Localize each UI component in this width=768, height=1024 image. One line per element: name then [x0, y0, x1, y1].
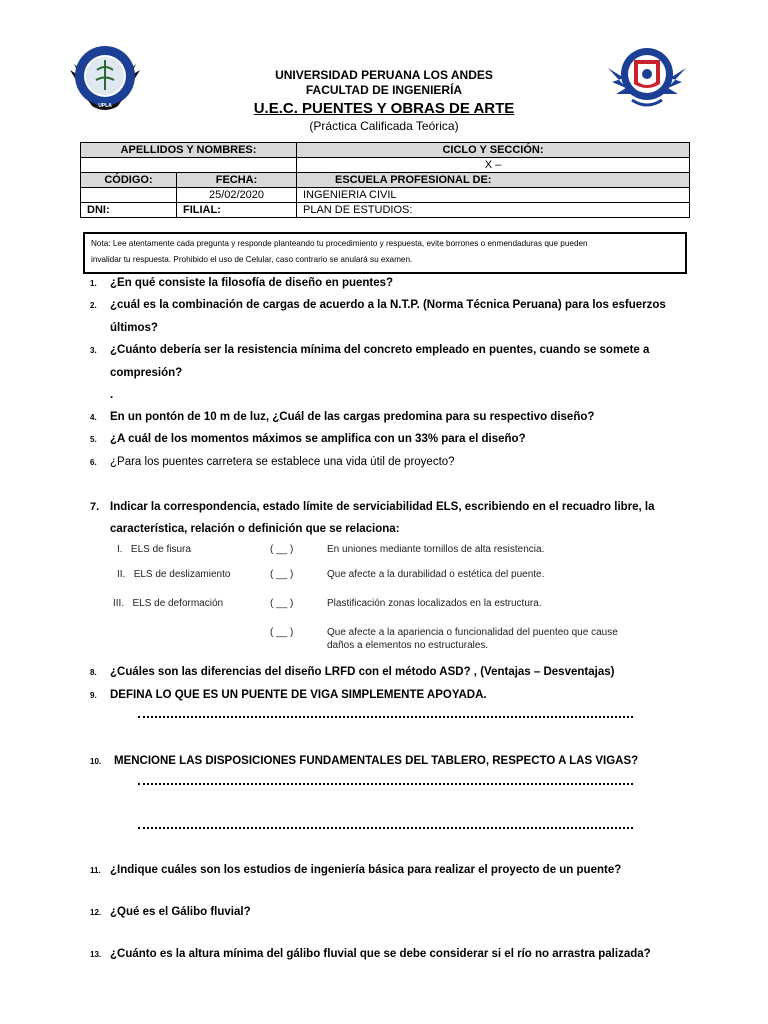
question-text: ¿Cuánto es la altura mínima del gálibo fluvial que se debe considerar si el río no arrastra palizada? [110, 948, 651, 960]
question-number: 11. [90, 866, 101, 875]
matching-blank-1[interactable]: ( __ ) [270, 544, 294, 555]
question-3 [90, 339, 680, 406]
question-text-cont: compresión? [110, 367, 183, 379]
question-2 [90, 294, 680, 339]
cycle-label: CICLO Y SECCIÓN: [297, 143, 690, 158]
question-text-cont: últimos? [110, 322, 158, 334]
dni-label: DNI: [81, 203, 177, 218]
matching-left-1: I. ELS de fisura [117, 544, 191, 555]
branch-label: FILIAL: [177, 203, 297, 218]
code-field[interactable] [81, 188, 177, 203]
matching-right-4: Que afecte a la apariencia o funcionalidad del puenteo que cause daños a elementos no estructurales. [327, 627, 618, 651]
matching-right-3: Plastificación zonas localizados en la estructura. [327, 598, 542, 609]
question-text: ¿Indique cuáles son los estudios de ingeniería básica para realizar el proyecto de un puente? [110, 864, 622, 876]
matching-left-2: II. ELS de deslizamiento [117, 569, 231, 580]
question-8 [90, 661, 680, 684]
question-text: ¿cuál es la combinación de cargas de acuerdo a la N.T.P. (Norma Técnica Peruana) para los esfuerzos [110, 299, 666, 311]
university-name: UNIVERSIDAD PERUANA LOS ANDES [275, 68, 493, 82]
question-9 [90, 684, 680, 707]
question-13 [90, 943, 680, 966]
question-7 [90, 496, 680, 540]
faculty-name: FACULTAD DE INGENIERÍA [305, 83, 463, 97]
date-value[interactable]: 25/02/2020 [177, 188, 297, 203]
question-11 [90, 859, 680, 882]
matching-blank-2[interactable]: ( __ ) [270, 569, 294, 580]
question-text: ¿Para los puentes carretera se establece una vida útil de proyecto? [110, 456, 455, 468]
matching-blank-3[interactable]: ( __ ) [270, 598, 294, 609]
question-number: 13. [90, 950, 102, 959]
plan-label: PLAN DE ESTUDIOS: [297, 203, 690, 218]
instructions-note [83, 232, 687, 274]
question-text-cont: característica, relación o definición que se relaciona: [110, 523, 400, 535]
date-label: FECHA: [177, 173, 297, 188]
question-10 [90, 750, 680, 773]
question-text: En un pontón de 10 m de luz, ¿Cuál de las cargas predomina para su respectivo diseño? [110, 411, 595, 423]
school-value[interactable]: INGENIERIA CIVIL [297, 188, 690, 203]
svg-text:UPLA: UPLA [98, 103, 112, 109]
question-number: 5. [90, 435, 97, 444]
question-text: ¿En qué consiste la filosofía de diseño en puentes? [110, 277, 394, 289]
question-5 [90, 428, 680, 451]
question-4 [90, 406, 680, 429]
question-text: DEFINA LO QUE ES UN PUENTE DE VIGA SIMPLEMENTE APOYADA. [110, 689, 487, 701]
question-text: MENCIONE LAS DISPOSICIONES FUNDAMENTALES DEL TABLERO, RESPECTO A LAS VIGAS? [114, 755, 639, 767]
student-info-table [80, 142, 690, 218]
matching-right-2: Que afecte a la durabilidad o estética del puente. [327, 569, 545, 580]
matching-right-1: En uniones mediante tornillos de alta resistencia. [327, 544, 545, 555]
school-label: ESCUELA PROFESIONAL DE: [297, 173, 690, 188]
question-number: 3. [90, 346, 97, 355]
note-line-2: invalidar tu respuesta. Prohibido el uso de Celular, caso contrario se anulará su examen. [91, 255, 413, 264]
code-label: CÓDIGO: [81, 173, 177, 188]
question-number: 8. [90, 668, 97, 677]
question-1 [90, 272, 680, 295]
question-text: ¿Cuánto debería ser la resistencia mínima del concreto empleado en puentes, cuando se somete a [110, 344, 650, 356]
question-number: 4. [90, 413, 97, 422]
question-number: 2. [90, 301, 97, 310]
cycle-value[interactable]: X – [297, 158, 690, 173]
question-number: 7. [90, 501, 100, 513]
note-line-1: Nota: Lee atentamente cada pregunta y responde planteando tu procedimiento y respuesta, evite borrones o enmendaduras que pueden [91, 239, 588, 248]
question-text: ¿Cuáles son las diferencias del diseño LRFD con el método ASD? , (Ventajas – Desventajas) [110, 666, 615, 678]
question-text-cont: . [110, 389, 114, 401]
answer-line[interactable] [138, 716, 633, 718]
question-number: 1. [90, 279, 97, 288]
matching-left-3: III. ELS de deformación [113, 598, 224, 609]
question-number: 6. [90, 458, 97, 467]
answer-line[interactable] [138, 827, 633, 829]
question-number: 12. [90, 908, 102, 917]
names-field[interactable] [81, 158, 297, 173]
question-number: 10. [90, 757, 102, 766]
matching-blank-4[interactable]: ( __ ) [270, 627, 294, 638]
exam-subtitle: (Práctica Calificada Teórica) [309, 119, 459, 133]
answer-line[interactable] [138, 783, 633, 785]
question-text: ¿A cuál de los momentos máximos se amplifica con un 33% para el diseño? [110, 433, 526, 445]
question-12 [90, 901, 680, 924]
question-text: Indicar la correspondencia, estado límite de serviciabilidad ELS, escribiendo en el recuadro libre, la [110, 501, 655, 513]
course-title: U.E.C. PUENTES Y OBRAS DE ARTE [253, 100, 515, 117]
question-text: ¿Qué es el Gálibo fluvial? [110, 906, 251, 918]
question-number: 9. [90, 691, 97, 700]
names-label: APELLIDOS Y NOMBRES: [81, 143, 297, 158]
question-6 [90, 451, 680, 474]
